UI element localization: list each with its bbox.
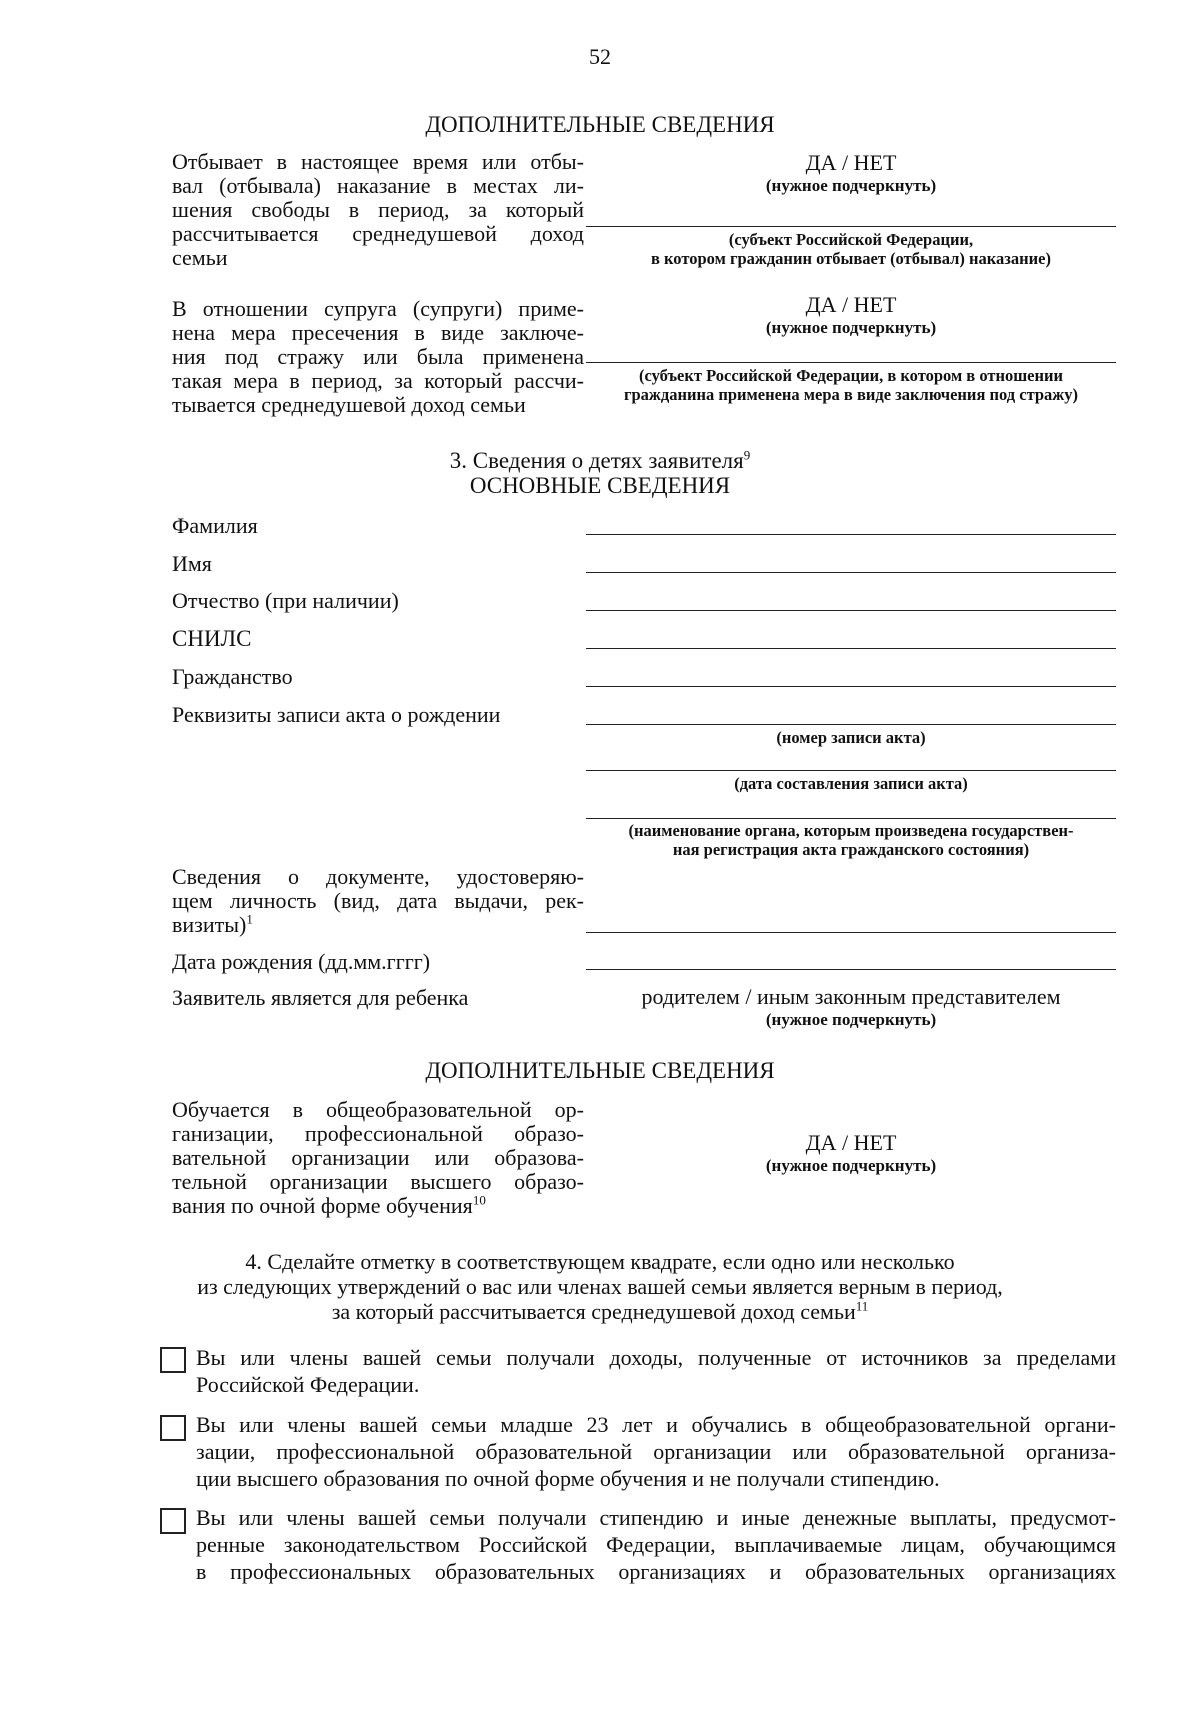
applicant-role-choice[interactable]: родителем / иным законным представителем [641,984,1061,1009]
question-line: шения свободы в период, за который [172,197,584,222]
patronymic-input-line[interactable] [586,610,1116,611]
yes-no-choice[interactable]: ДА / НЕТ [805,1130,897,1155]
label-name: Имя [172,551,212,576]
underline-hint: (нужное подчеркнуть) [765,1156,937,1175]
question-line: ния под стражу или была применена [172,344,584,369]
checkbox-line: ции высшего образования по очной форме обучения и не получали стипендию. [196,1466,940,1491]
question-line: такая мера в период, за который рассчи- [172,368,584,393]
checkbox-stipend-received[interactable] [160,1508,186,1534]
underline-hint: (нужное подчеркнуть) [765,318,937,337]
question-line: нена мера пресечения в виде заключе- [172,320,584,345]
label-line: визиты)$^1$ [172,911,253,937]
checkbox-label-student-no-stipend [196,1411,1116,1492]
field-hint: (наименование органа, которым произведена государствен- [628,821,1074,840]
question-line: Отбывает в настоящее время или отбы- [172,149,584,174]
checkbox-line: Российской Федерации. [196,1372,420,1397]
question-line: семьи [172,245,228,270]
section-4-heading [0,1249,1200,1324]
section-title-additional-1: ДОПОЛНИТЕЛЬНЫЕ СВЕДЕНИЯ [425,112,775,137]
footnote-ref: 1 [246,911,253,927]
footnote-ref: 10 [472,1192,486,1208]
label-patronymic: Отчество (при наличии) [172,588,399,613]
footnote-ref: 11 [855,1298,869,1314]
checkbox-line: в профессиональных образовательных организациях и образовательных организациях [196,1559,1116,1584]
heading-line: из следующих утверждений о вас или членах вашей семьи является верным в период, [197,1274,1003,1299]
id-document-input-line[interactable] [586,932,1116,933]
birth-date-input-line[interactable] [586,969,1116,970]
label-birth-record: Реквизиты записи акта о рождении [172,702,501,727]
checkbox-line: Вы или члены вашей семьи получали доходы, полученные от источников за пределами [196,1345,1116,1370]
underline-hint: (нужное подчеркнуть) [765,1010,937,1029]
question-imprisonment [172,150,584,270]
field-hint: (субъект Российской Федерации, [728,230,974,249]
label-applicant-is: Заявитель является для ребенка [172,985,469,1010]
question-line: вательной организации или образова- [172,1145,584,1170]
question-studying [172,1098,584,1218]
label-id-document [172,865,584,937]
region-input-line[interactable] [586,226,1116,227]
field-hint: (номер записи акта) [776,728,926,747]
checkbox-label-foreign-income [196,1344,1116,1398]
question-line: ганизации, профессиональной образо- [172,1121,584,1146]
question-line: Обучается в общеобразовательной ор- [172,1097,584,1122]
footnote-ref: 9 [743,447,751,463]
birth-record-org-line[interactable] [586,818,1116,819]
checkbox-line: Вы или члены вашей семьи получали стипендию и иные денежные выплаты, предусмот- [196,1505,1116,1530]
label-surname: Фамилия [172,513,258,538]
field-hint: гражданина применена мера в виде заключения под стражу) [623,385,1079,404]
question-line: тельной организации высшего образо- [172,1169,584,1194]
underline-hint: (нужное подчеркнуть) [765,176,937,195]
question-line: вания по очной форме обучения$^{10}$ [172,1192,486,1218]
checkbox-line: зации, профессиональной образовательной организации или образовательной организа- [196,1439,1116,1464]
section-3-subheading: ОСНОВНЫЕ СВЕДЕНИЯ [469,473,731,498]
question-line: тывается среднедушевой доход семьи [172,392,526,417]
heading-line: 4. Сделайте отметку в соответствующем квадрате, если одно или несколько [245,1249,955,1274]
region-input-line[interactable] [586,362,1116,363]
section-3-heading: 3. Сведения о детях заявителя$^9$ [449,447,751,473]
checkbox-student-no-stipend[interactable] [160,1415,186,1441]
checkbox-line: Вы или члены вашей семьи младше 23 лет и обучались в общеобразовательной органи- [196,1412,1116,1437]
birth-record-number-line[interactable] [586,724,1116,725]
question-line: рассчитывается среднедушевой доход [172,221,584,246]
snils-input-line[interactable] [586,648,1116,649]
checkbox-label-stipend-received [196,1504,1116,1585]
label-line: щем личность (вид, дата выдачи, рек- [172,888,584,913]
checkbox-foreign-income[interactable] [160,1347,186,1373]
label-citizenship: Гражданство [172,664,293,689]
label-line: Сведения о документе, удостоверяю- [172,864,584,889]
section-title-additional-2: ДОПОЛНИТЕЛЬНЫЕ СВЕДЕНИЯ [425,1058,775,1083]
birth-record-date-line[interactable] [586,770,1116,771]
question-spouse-detention [172,297,584,417]
question-line: В отношении супруга (супруги) приме- [172,296,584,321]
name-input-line[interactable] [586,572,1116,573]
yes-no-choice[interactable]: ДА / НЕТ [805,292,897,317]
field-hint: ная регистрация акта гражданского состояния) [672,840,1030,859]
field-hint: в котором гражданин отбывает (отбывал) наказание) [650,249,1051,268]
yes-no-choice[interactable]: ДА / НЕТ [805,150,897,175]
heading-line: за который рассчитывается среднедушевой доход семьи$^{11}$ [331,1298,869,1324]
checkbox-line: ренные законодательством Российской Федерации, выплачиваемые лицам, обучающимся [196,1532,1116,1557]
page-number: 52 [589,44,611,69]
field-hint: (субъект Российской Федерации, в котором в отношении [638,366,1064,385]
field-hint: (дата составления записи акта) [734,774,968,793]
label-birth-date: Дата рождения (дд.мм.гггг) [172,949,431,974]
question-line: вал (отбывала) наказание в местах ли- [172,173,584,198]
label-snils: СНИЛС [172,626,252,651]
citizenship-input-line[interactable] [586,686,1116,687]
surname-input-line[interactable] [586,534,1116,535]
